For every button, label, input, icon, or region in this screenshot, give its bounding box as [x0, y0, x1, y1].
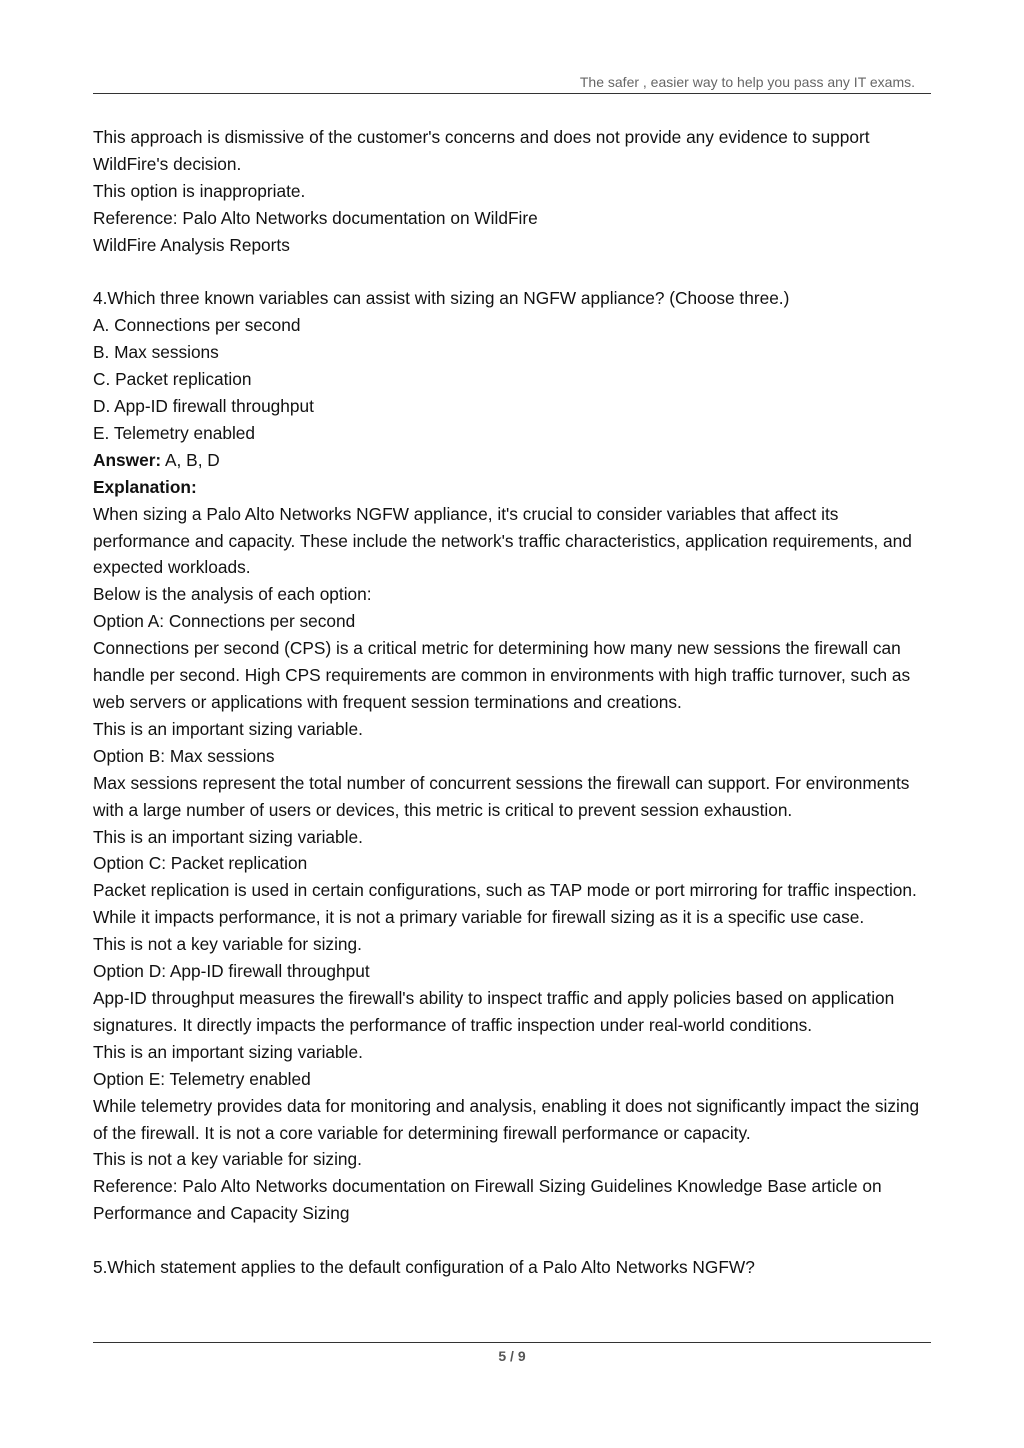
explanation-paragraph: Reference: Palo Alto Networks documentation on Firewall Sizing Guidelines Knowledge Base article on Performance and Capacity Sizing	[93, 1176, 882, 1224]
explanation-paragraph: Option C: Packet replication	[93, 853, 308, 874]
explanation-paragraph: Option B: Max sessions	[93, 745, 275, 766]
previous-explanation-line: This option is inappropriate.	[93, 180, 306, 201]
previous-explanation-line: This approach is dismissive of the customer's concerns and does not provide any evidence to support WildFire's decision.	[93, 127, 870, 174]
answer-value: A, B, D	[161, 449, 220, 470]
explanation-paragraph: Option E: Telemetry enabled	[93, 1068, 311, 1089]
explanation-label: Explanation:	[93, 476, 197, 497]
explanation-paragraph: This is not a key variable for sizing.	[93, 934, 362, 955]
page-footer	[93, 1342, 931, 1364]
header-tagline: The safer , easier way to help you pass any IT exams.	[579, 74, 915, 90]
explanation-paragraph: Option D: App-ID firewall throughput	[93, 961, 370, 982]
section-gap	[93, 1227, 938, 1254]
question-4-prompt: 4.Which three known variables can assist with sizing an NGFW appliance? (Choose three.)	[93, 288, 790, 309]
explanation-paragraph: While telemetry provides data for monitoring and analysis, enabling it does not significantly impact the sizing of the firewall. It is not a core variable for determining firewall performance or capacity.	[93, 1095, 920, 1143]
explanation-paragraph: When sizing a Palo Alto Networks NGFW appliance, it's crucial to consider variables that affect its performance and capacity. These include the network's traffic characteristics, application requirements, and expected workloads.	[93, 503, 912, 578]
answer-label: Answer:	[93, 449, 162, 470]
explanation-paragraph: This is an important sizing variable.	[93, 718, 363, 739]
question-5-prompt: 5.Which statement applies to the default configuration of a Palo Alto Networks NGFW?	[93, 1257, 755, 1278]
previous-explanation-line: WildFire Analysis Reports	[93, 234, 290, 255]
previous-explanation-line: Reference: Palo Alto Networks documentation on WildFire	[93, 207, 538, 228]
explanation-paragraph: Below is the analysis of each option:	[93, 584, 372, 605]
question-4-option-c: C. Packet replication	[93, 369, 252, 390]
page-header	[93, 60, 931, 94]
explanation-paragraph: This is an important sizing variable.	[93, 1041, 363, 1062]
section-gap	[93, 259, 938, 286]
explanation-paragraph: Max sessions represent the total number of concurrent sessions the firewall can support. For environments with a large number of users or devices, this metric is critical to prevent session exhaustion.	[93, 772, 910, 820]
explanation-paragraph: Connections per second (CPS) is a critical metric for determining how many new sessions the firewall can handle per second. High CPS requirements are common in environments with high traffic turnover, such as web servers or applications with frequent session terminations and creations.	[93, 638, 911, 713]
explanation-paragraph: This is not a key variable for sizing.	[93, 1149, 362, 1170]
answer-line	[93, 447, 938, 474]
question-4-option-e: E. Telemetry enabled	[93, 422, 256, 443]
document-body	[93, 124, 938, 1281]
question-4-option-a: A. Connections per second	[93, 315, 301, 336]
explanation-paragraph: Packet replication is used in certain configurations, such as TAP mode or port mirroring for traffic inspection. While it impacts performance, it is not a primary variable for firewall sizing as it is a specific use case.	[93, 880, 917, 928]
explanation-paragraph: This is an important sizing variable.	[93, 826, 363, 847]
page-number: 5 / 9	[498, 1348, 526, 1364]
explanation-paragraph: Option A: Connections per second	[93, 611, 356, 632]
question-4-option-b: B. Max sessions	[93, 342, 219, 363]
question-4-option-d: D. App-ID firewall throughput	[93, 396, 314, 417]
explanation-paragraph: App-ID throughput measures the firewall's ability to inspect traffic and apply policies based on application signatures. It directly impacts the performance of traffic inspection under real-world conditions.	[93, 987, 895, 1035]
